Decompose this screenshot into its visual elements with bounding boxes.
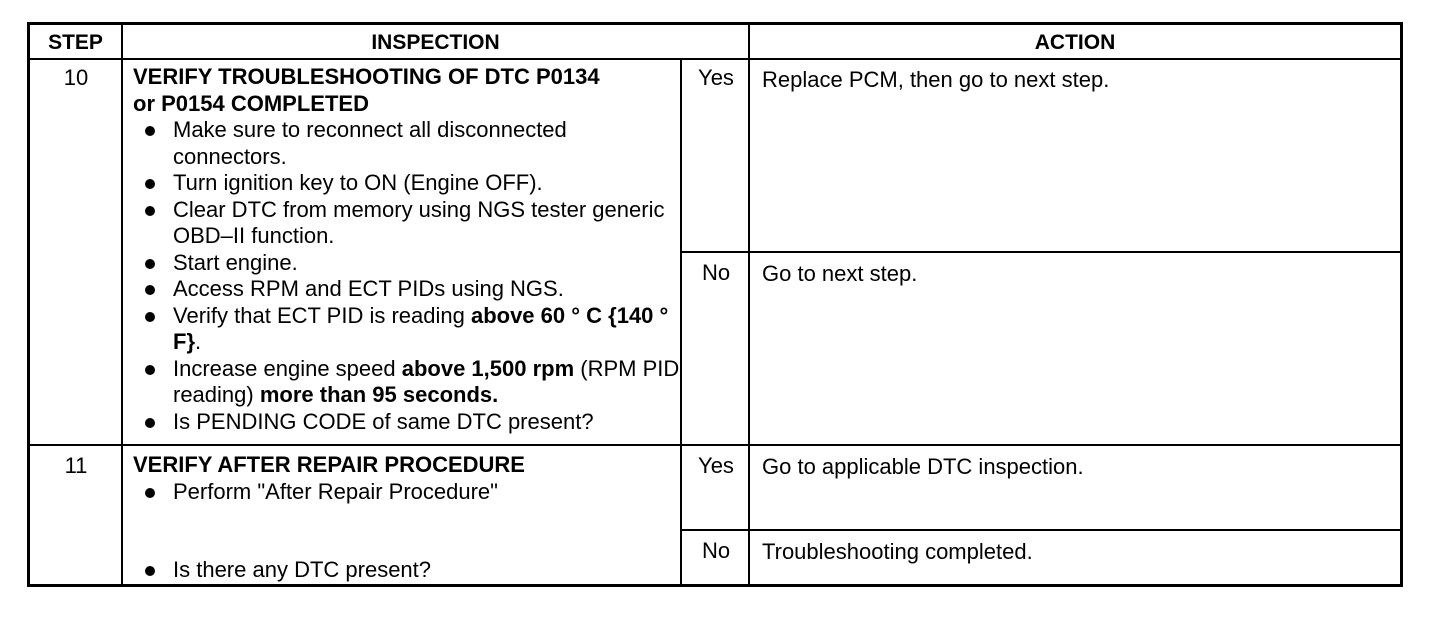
step-number: 11	[64, 453, 88, 478]
yes-action: Replace PCM, then go to next step.	[762, 67, 1110, 92]
yes-label: Yes	[698, 453, 734, 478]
list-item: Turn ignition key to ON (Engine OFF).	[133, 170, 683, 197]
inspection-bullet-list	[133, 117, 683, 435]
inspection-cell-question	[133, 557, 683, 584]
action-column-divider	[748, 25, 750, 584]
header-action: ACTION	[1034, 31, 1116, 54]
yes-no-divider-row11	[680, 529, 1400, 531]
step-column-divider	[121, 25, 123, 584]
no-label: No	[701, 260, 731, 285]
yes-no-divider-row10	[680, 251, 1400, 253]
yes-action: Go to applicable DTC inspection.	[762, 454, 1084, 479]
step-number: 10	[63, 65, 89, 90]
list-item: Increase engine speed above 1,500 rpm (RPM PID reading) more than 95 seconds.	[133, 356, 683, 409]
header-divider	[30, 58, 1400, 60]
no-label: No	[701, 538, 731, 563]
list-item: Is PENDING CODE of same DTC present?	[133, 409, 683, 436]
inspection-cell	[133, 64, 683, 435]
header-inspection: INSPECTION	[371, 31, 500, 54]
no-action: Go to next step.	[762, 261, 918, 286]
list-item: Access RPM and ECT PIDs using NGS.	[133, 276, 683, 303]
list-item: Start engine.	[133, 250, 683, 277]
list-item: Clear DTC from memory using NGS tester generic OBD–II function.	[133, 197, 683, 250]
list-item: Make sure to reconnect all disconnected connectors.	[133, 117, 683, 170]
list-item: Verify that ECT PID is reading above 60 ° C {140 ° F}.	[133, 303, 683, 356]
row-divider	[30, 444, 1400, 446]
inspection-title: VERIFY AFTER REPAIR PROCEDURE	[133, 452, 525, 477]
yes-label: Yes	[698, 65, 734, 90]
troubleshooting-table	[27, 22, 1403, 587]
no-action: Troubleshooting completed.	[762, 539, 1033, 564]
inspection-cell	[133, 452, 683, 505]
inspection-bullet-list	[133, 479, 683, 506]
header-step: STEP	[48, 31, 103, 54]
list-item: Is there any DTC present?	[133, 557, 683, 584]
inspection-title: VERIFY TROUBLESHOOTING OF DTC P0134 or P0154 COMPLETED	[133, 64, 600, 116]
list-item: Perform "After Repair Procedure"	[133, 479, 683, 506]
